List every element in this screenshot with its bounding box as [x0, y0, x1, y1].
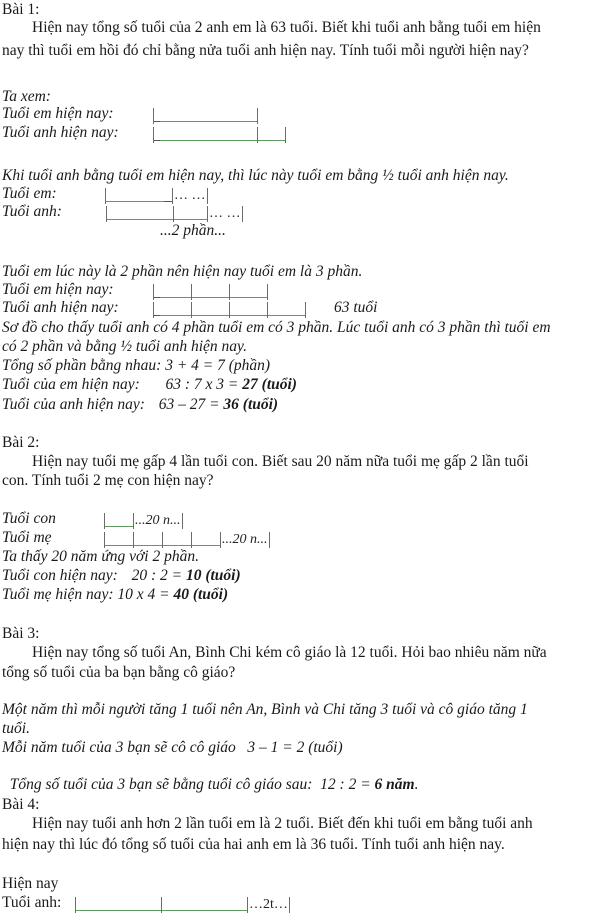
bai3-solution-line1: Một năm thì mỗi người tăng 1 tuổi nên An, Bình và Chi tăng 3 tuổi và cô giáo tăng 1	[2, 701, 528, 718]
bai1-problem-line1: Hiện nay tổng số tuổi của 2 anh em là 63 tuổi. Biết khi tuổi anh bằng tuổi em hiện	[32, 19, 541, 36]
bai4-problem-line2: hiện nay thì lúc đó tổng số tuổi của hai anh em là 36 tuổi. Tính tuổi anh hiện nay.	[2, 836, 505, 853]
con-result-label: Tuổi con hiện nay:	[2, 567, 118, 584]
segment	[268, 315, 305, 316]
tick	[289, 897, 290, 913]
bai1-khi-line: Khi tuổi anh bằng tuổi em hiện nay, thì lúc này tuổi em bằng ½ tuổi anh hiện nay.	[2, 167, 509, 184]
em-result-calc: 63 : 7 x 3 =	[165, 376, 243, 393]
con-result-calc: 20 : 2 =	[131, 567, 186, 584]
diagram2-caption: ...2 phần...	[160, 222, 226, 239]
diagram3-em-label: Tuổi em hiện nay:	[2, 281, 114, 298]
bai4-anh-label: Tuổi anh:	[2, 894, 62, 911]
solution-line4-text: Tổng số tuổi của 3 bạn sẽ bằng tuổi cô giáo sau: 12 : 2 =	[9, 776, 375, 793]
bai4-problem-line1: Hiện nay tuổi anh hơn 2 lần tuổi em là 2 tuổi. Biết đến khi tuổi em bằng tuổi anh	[32, 815, 533, 832]
segment	[134, 545, 162, 546]
bai4-heading: Bài 4:	[2, 796, 40, 813]
diagram1-em-label: Tuổi em hiện nay:	[2, 105, 114, 122]
bai3-solution-line2: tuổi.	[2, 720, 30, 737]
diagram2-em-label: Tuổi em:	[2, 185, 57, 202]
segment	[105, 526, 133, 527]
segment	[154, 121, 257, 122]
segment	[163, 545, 191, 546]
bai1-explain-line1: Sơ đồ cho thấy tuổi anh có 4 phần tuổi em có 3 phần. Lúc tuổi anh có 3 phần thì tuổi em	[2, 319, 551, 336]
em-result-value: 27 (tuổi)	[242, 376, 297, 393]
segment	[258, 140, 285, 141]
segment	[162, 910, 247, 911]
segment	[174, 219, 207, 220]
segment	[230, 297, 267, 298]
diagram3-anh-bar	[153, 300, 306, 318]
diagram2-anh-dots: … …	[209, 206, 241, 221]
tick	[242, 206, 243, 222]
bai2-con-label: Tuổi con	[2, 510, 56, 527]
tick	[305, 302, 306, 318]
segment	[192, 545, 220, 546]
segment-end	[164, 201, 172, 202]
bai3-heading: Bài 3:	[2, 625, 40, 642]
bai1-heading: Bài 1:	[2, 1, 40, 18]
bai3-solution-line4	[2, 758, 418, 794]
diagram2-em-bar	[105, 186, 208, 204]
em-result-label: Tuổi của em hiện nay:	[2, 376, 140, 393]
segment	[106, 201, 164, 202]
diagram3-total: 63 tuổi	[334, 299, 378, 316]
bai1-explain-line2: có 2 phần và bằng ½ tuổi anh hiện nay.	[2, 338, 247, 355]
segment	[76, 910, 161, 911]
diagram1-anh-bar	[153, 125, 286, 143]
anh-result-value: 36 (tuổi)	[223, 396, 279, 413]
me-result-value: 40 (tuổi)	[173, 586, 229, 603]
bai1-problem-line2: nay thì tuổi em hồi đó chỉ bằng nửa tuổi anh hiện nay. Tính tuổi mỗi người hiện nay?	[2, 42, 529, 59]
diagram1-anh-label: Tuổi anh hiện nay:	[2, 124, 119, 141]
bai2-problem-line1: Hiện nay tuổi mẹ gấp 4 lần tuổi con. Biết sau 20 năm nữa tuổi mẹ gấp 2 lần tuổi	[32, 453, 529, 470]
bai2-problem-line2: con. Tính tuổi 2 mẹ con hiện nay?	[2, 472, 214, 489]
segment	[192, 315, 229, 316]
diagram1-em-bar	[153, 106, 258, 124]
bai4-anh-bar	[75, 895, 290, 913]
bai2-observe-line: Ta thấy 20 năm ứng với 2 phần.	[2, 548, 199, 565]
diagram3-em-bar	[153, 282, 268, 300]
segment	[107, 219, 173, 220]
bai3-problem-line1: Hiện nay tổng số tuổi An, Bình Chi kém cô giáo là 12 tuổi. Hỏi bao nhiêu năm nữa	[32, 644, 547, 661]
bai2-me-extra: ...20 n...	[222, 532, 268, 547]
segment	[105, 545, 133, 546]
solution-line4-end: .	[414, 776, 419, 793]
bai4-hien-nay: Hiện nay	[2, 875, 59, 892]
diagram2-anh-label: Tuổi anh:	[2, 203, 62, 220]
me-result-calc: 10 x 4 =	[117, 586, 174, 603]
anh-result-calc: 63 – 27 =	[158, 396, 224, 413]
con-result-value: 10 (tuổi)	[185, 567, 241, 584]
tick	[257, 108, 258, 124]
bai3-solution-line3: Mỗi năm tuổi của 3 bạn sẽ cô cô giáo 3 – 1 = 2 (tuổi)	[2, 739, 343, 756]
bai1-em-result	[2, 376, 297, 394]
bai2-con-extra: ...20 n...	[135, 513, 181, 528]
bai2-me-label: Tuổi mẹ	[2, 529, 52, 546]
bai1-sum-line: Tổng số phần bằng nhau: 3 + 4 = 7 (phần)	[2, 357, 271, 374]
bai2-con-bar	[104, 511, 183, 529]
bai2-me-bar	[104, 530, 270, 548]
diagram2-em-dots: … …	[174, 188, 206, 203]
me-result-label: Tuổi mẹ hiện nay:	[2, 586, 114, 603]
diagram3-anh-label: Tuổi anh hiện nay:	[2, 299, 119, 316]
bai3-problem-line2: tổng số tuổi của ba bạn bằng cô giáo?	[2, 664, 236, 681]
solution-line4-value: 6 năm	[374, 776, 415, 793]
bai2-con-result	[2, 567, 241, 585]
bai4-extra: …2t…	[249, 897, 288, 912]
tick	[182, 513, 183, 529]
bai1-anh-result	[2, 396, 278, 414]
tick	[269, 532, 270, 548]
tick	[285, 127, 286, 143]
anh-result-label: Tuổi của anh hiện nay:	[2, 396, 145, 413]
bai1-ta-xem: Ta xem:	[2, 88, 51, 105]
segment	[230, 315, 267, 316]
bai2-heading: Bài 2:	[2, 434, 40, 451]
tick	[267, 284, 268, 300]
bai2-me-result	[2, 586, 228, 604]
bai1-parts-line: Tuổi em lúc này là 2 phần nên hiện nay tuổi em là 3 phần.	[2, 263, 363, 280]
segment	[154, 140, 257, 141]
segment	[192, 297, 229, 298]
diagram2-anh-bar	[106, 204, 243, 222]
tick	[207, 188, 208, 204]
